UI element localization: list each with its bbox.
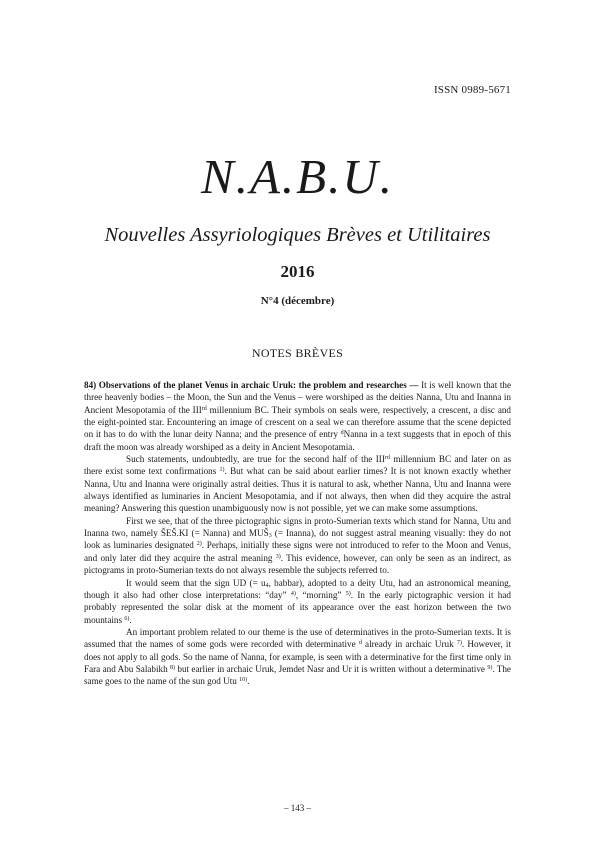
article-paragraph-5: An important problem related to our theme is the use of determinatives in the proto-Sumerian texts. It is assumed that the names of some gods were recorded with determinative $^d$ already in archaic Uruk $^{7)}$. However, it does not apply to all gods. So the name of Nanna, for example, is seen with a determinative for the first time only in Fara and Abu Salabikh $^{8)}$ but earlier in archaic Uruk, Jemdet Nasr and Ur it is written without a determinative $^{9)}$. The same goes to the name of the sun god Utu $^{10)}$. bbox=[84, 626, 511, 687]
issn-number: ISSN 0989-5671 bbox=[433, 84, 511, 96]
article-paragraph-2: Such statements, undoubtedly, are true for the second half of the IIIrd millennium BC and later on as there exist some text confirmations $^{1)}$. But what can be said about earlier times? It is not known exactly whether Nanna, Utu and Inanna were originally astral deities. Thus it is natural to ask, whether Nanna, Utu and Inanna were always identified as luminaries in Ancient Mesopotamia, and if not always, then when did they acquire the astral meaning? Answering this question unambiguously now is not possible, yet we can make some assumptions. bbox=[84, 454, 511, 514]
footnote-ref-7: 7) bbox=[456, 640, 462, 647]
journal-title: N.A.B.U. bbox=[201, 149, 394, 204]
journal-year: 2016 bbox=[280, 262, 315, 281]
footnote-ref-8: 8) bbox=[170, 664, 176, 671]
footnote-ref-4: 4) bbox=[290, 590, 296, 597]
footnote-ref-1: 1) bbox=[219, 467, 225, 474]
footnote-ref-3: 3) bbox=[275, 553, 281, 560]
issue-number: N°4 (décembre) bbox=[260, 295, 335, 307]
article-paragraph-4: It would seem that the sign UD (= $u_4$, babbar), adopted to a deity Utu, had an astronomical meaning, though it also had other close interpretations: “day” $^{4)}$, “morning” $^{5)}$. In the early pictographic version it had probably represented the solar disk at the moment of its appearance over the east horizon between the two mountains $^{6)}$. bbox=[84, 577, 511, 625]
footnote-ref-2: 2) bbox=[196, 541, 202, 548]
article-paragraph-3: First we see, that of the three pictographic signs in proto-Sumerian texts which stand for Nanna, Utu and Inanna two, namely ŠEŠ.KI (= Nanna) and $MUŠ_3$ (= Inanna), do not suggest astral meaning visually: they do not look as luminaries designated $^{2)}$. Perhaps, initially these signs were not introduced to refer to the Moon and Venus, and only later did they acquire the astral meaning $^{3)}$. This evidence, however, can only be seen as an indirect, as pictograms in proto-Sumerian texts do not always resemble the subjects referred to. bbox=[84, 515, 511, 576]
footnote-ref-5: 5) bbox=[345, 590, 351, 597]
section-title: NOTES BRÈVES bbox=[251, 346, 344, 360]
page-number: – 143 – bbox=[284, 803, 311, 813]
article-body bbox=[84, 379, 511, 688]
article-paragraph-1: 84) Observations of the planet Venus in archaic Uruk: the problem and researches — It is well known that the three heavenly bodies – the Moon, the Sun and the Venus – were worshiped as the deities Nanna, Utu and Inanna in Ancient Mesopotamia of the IIIrd millennium BC. Their symbols on seals were, respectively, a crescent, a disc and the eight-pointed star. Encountering an image of crescent on a seal we can therefore assume that the scene depicted on it has to do with the lunar deity Nanna; and the presence of entry $^d$Nanna in a text suggests that in epoch of this draft the moon was already worshiped as a deity in Ancient Mesopotamia. bbox=[84, 380, 511, 452]
footnote-ref-9: 9) bbox=[487, 664, 493, 671]
footnote-ref-10: 10) bbox=[239, 677, 248, 684]
footnote-ref-6: 6) bbox=[124, 615, 130, 622]
journal-subtitle: Nouvelles Assyriologiques Brèves et Utilitaires bbox=[104, 224, 491, 246]
article-heading: 84) Observations of the planet Venus in archaic Uruk: the problem and researches — bbox=[84, 380, 419, 390]
